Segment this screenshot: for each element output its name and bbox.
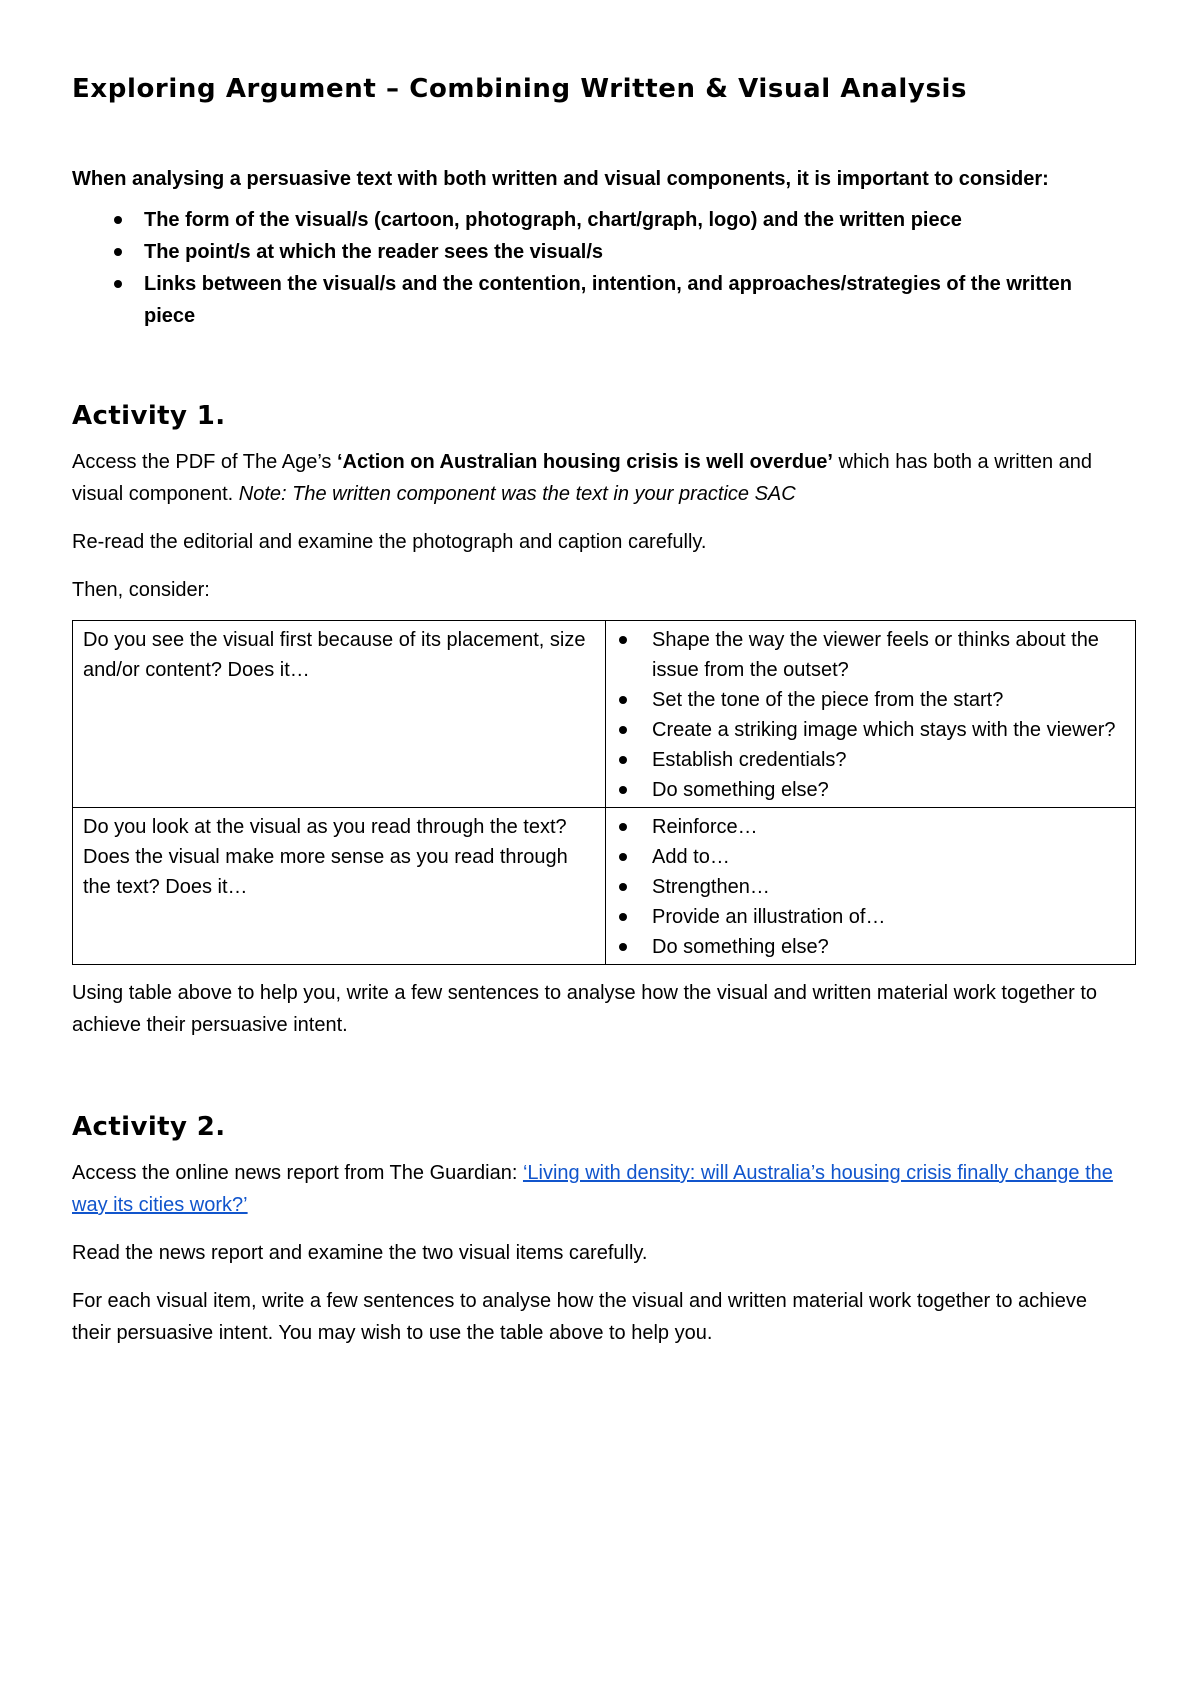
table-options-cell xyxy=(606,621,1136,808)
activity-1-access-instruction xyxy=(72,446,1128,510)
consider-label: Then, consider: xyxy=(72,579,210,601)
guardian-access-prefix: Access the online news report from The Guardian: xyxy=(72,1162,523,1184)
read-instruction: Read the news report and examine the two visual items carefully. xyxy=(72,1242,648,1264)
activity-1-task: Using table above to help you, write a few sentences to analyse how the visual and written material work together to achieve their persuasive intent. xyxy=(72,982,1098,1036)
activity-2-access-instruction xyxy=(72,1157,1128,1221)
intro-consider-list xyxy=(72,204,1128,332)
activity-2-task: For each visual item, write a few sentences to analyse how the visual and written material work together to achieve their persuasive intent. You may wish to use the table above to help you. xyxy=(72,1290,1087,1344)
option-item: Establish credentials? xyxy=(652,745,1125,775)
document-title: Exploring Argument – Combining Written & Visual Analysis xyxy=(72,74,968,104)
option-item: Create a striking image which stays with the viewer? xyxy=(652,715,1125,745)
intro-point: The form of the visual/s (cartoon, photograph, chart/graph, logo) and the written piece xyxy=(144,204,1128,236)
intro-point: Links between the visual/s and the contention, intention, and approaches/strategies of the written piece xyxy=(144,268,1128,332)
access-suffix: which has both a written and visual component. xyxy=(72,451,1093,505)
option-item: Strengthen… xyxy=(652,872,1125,902)
options-list xyxy=(616,625,1125,805)
option-item: Add to… xyxy=(652,842,1125,872)
table-row xyxy=(73,808,1136,965)
intro-point: The point/s at which the reader sees the visual/s xyxy=(144,236,1128,268)
option-item: Reinforce… xyxy=(652,812,1125,842)
option-item: Set the tone of the piece from the start? xyxy=(652,685,1125,715)
table-question-cell: Do you see the visual first because of its placement, size and/or content? Does it… xyxy=(73,621,606,808)
guardian-article-link[interactable]: ‘Living with density: will Australia’s housing crisis finally change the way its cities work?’ xyxy=(72,1162,1113,1216)
intro-lead: When analysing a persuasive text with both written and visual components, it is important to consider: xyxy=(72,168,1049,190)
activity-1-heading: Activity 1. xyxy=(72,401,226,431)
table-question-cell: Do you look at the visual as you read through the text? Does the visual make more sense as you read through the text? Does it… xyxy=(73,808,606,965)
activity-2-heading: Activity 2. xyxy=(72,1112,226,1142)
option-item: Provide an illustration of… xyxy=(652,902,1125,932)
reread-instruction: Re-read the editorial and examine the photograph and caption carefully. xyxy=(72,531,707,553)
practice-sac-note: Note: The written component was the text in your practice SAC xyxy=(238,483,796,505)
options-list xyxy=(616,812,1125,962)
option-item: Shape the way the viewer feels or thinks about the issue from the outset? xyxy=(652,625,1125,685)
access-prefix: Access the PDF of The Age’s xyxy=(72,451,337,473)
visual-analysis-table xyxy=(72,620,1136,965)
option-item: Do something else? xyxy=(652,932,1125,962)
table-options-cell xyxy=(606,808,1136,965)
article-title: ‘Action on Australian housing crisis is well overdue’ xyxy=(336,451,833,473)
option-item: Do something else? xyxy=(652,775,1125,805)
table-row xyxy=(73,621,1136,808)
